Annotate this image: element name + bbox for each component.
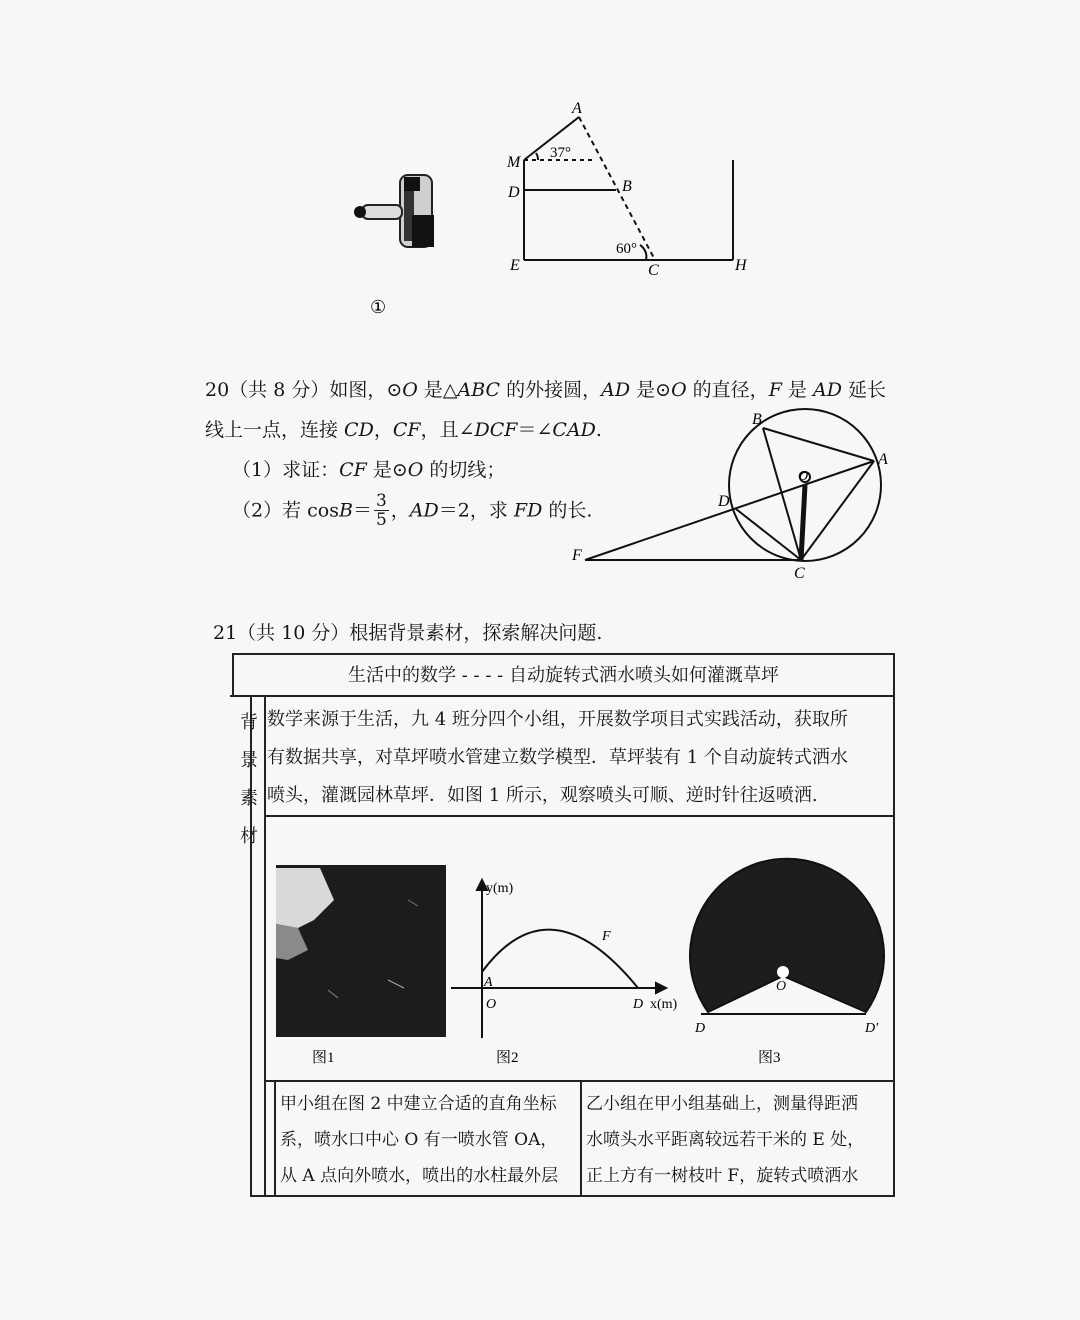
background-line: 数学来源于生活，九 4 班分四个小组，开展数学项目式实践活动，获取所 [267,709,848,730]
fig2-label-O: O [486,997,497,1012]
fig1-lawn-photo [276,865,446,1037]
circle-label-A: A [878,451,888,468]
side-label-char: 材 [240,826,258,847]
fig3-caption: 图3 [758,1050,781,1066]
side-label-char: 景 [240,750,258,771]
table-title: 生活中的数学 - - - - 自动旋转式洒水喷头如何灌溉草坪 [348,665,779,686]
background-line: 有数据共享，对草坪喷水管建立数学模型．草坪装有 1 个自动旋转式洒水 [267,747,848,768]
left-cell-line: 系，喷水口中心 O 有一喷水管 OA， [280,1130,558,1150]
right-cell-line: 乙小组在甲小组基础上，测量得距洒 [586,1094,858,1114]
circle-label-O: O [798,469,809,484]
faucet-image [354,175,434,247]
fig3-label-O: O [776,979,787,994]
side-label-char: 素 [240,788,258,809]
q20-line2: 线上一点，连接 CD，CF，且∠DCF＝∠CAD. [205,419,602,441]
fig2-label-A: A [484,975,493,990]
fig3-label-D-prime: D′ [865,1021,879,1036]
label-M: M [507,154,521,171]
right-cell-line: 正上方有一树枝叶 F，旋转式喷洒水 [586,1166,859,1186]
fig2-caption: 图2 [496,1050,519,1066]
q21-figures [268,840,888,1075]
q20-subquestion-1: （1）求证：CF 是⊙O 的切线； [232,459,506,481]
label-H: H [735,257,747,274]
top-figure [340,95,780,325]
label-A: A [572,100,582,117]
angle-37: 37° [550,145,571,161]
left-cell-line: 甲小组在图 2 中建立合适的直角坐标 [280,1094,557,1114]
q21-header: 21（共 10 分）根据背景素材，探索解决问题. [213,622,603,644]
side-label-char: 背 [240,712,258,733]
left-cell-line: 从 A 点向外喷水，喷出的水柱最外层 [280,1166,559,1186]
background-line: 喷头，灌溉园林草坪．如图 1 所示，观察喷头可顺、逆时针往返喷洒. [267,785,818,806]
fig3-sector [690,859,884,1014]
top-geometry-diagram [340,95,780,325]
circle-label-B: B [752,411,762,428]
label-D: D [508,184,520,201]
fig2-label-D: D [633,997,644,1012]
circle-label-D: D [718,493,730,510]
q20-circle-figure [560,398,900,588]
figure-number: ① [370,297,387,317]
circle-label-F: F [572,547,582,564]
label-E: E [510,257,520,274]
fig2-label-F: F [602,929,611,944]
fig1-caption: 图1 [312,1050,335,1066]
fraction-3-5: $\frac{3}{5}$ [375,491,387,530]
q20-subquestion-2: （2）若 cosB＝ $\frac{3}{5}$ ，AD＝2，求 FD 的长. [232,491,593,530]
fig2-x-label: x(m) [650,997,678,1012]
fig2-y-label: y(m) [486,881,514,896]
label-B: B [622,178,632,195]
q20-line1: 20（共 8 分）如图，⊙O 是△ABC 的外接圆，AD 是⊙O 的直径，F 是 AD 延长 [205,379,886,401]
right-cell-line: 水喷头水平距离较远若干米的 E 处， [586,1130,865,1150]
angle-60: 60° [616,241,637,257]
label-C: C [648,262,659,279]
fig2-parabola [451,880,666,1038]
circle-label-C: C [794,565,805,582]
fig3-label-D: D [695,1021,706,1036]
